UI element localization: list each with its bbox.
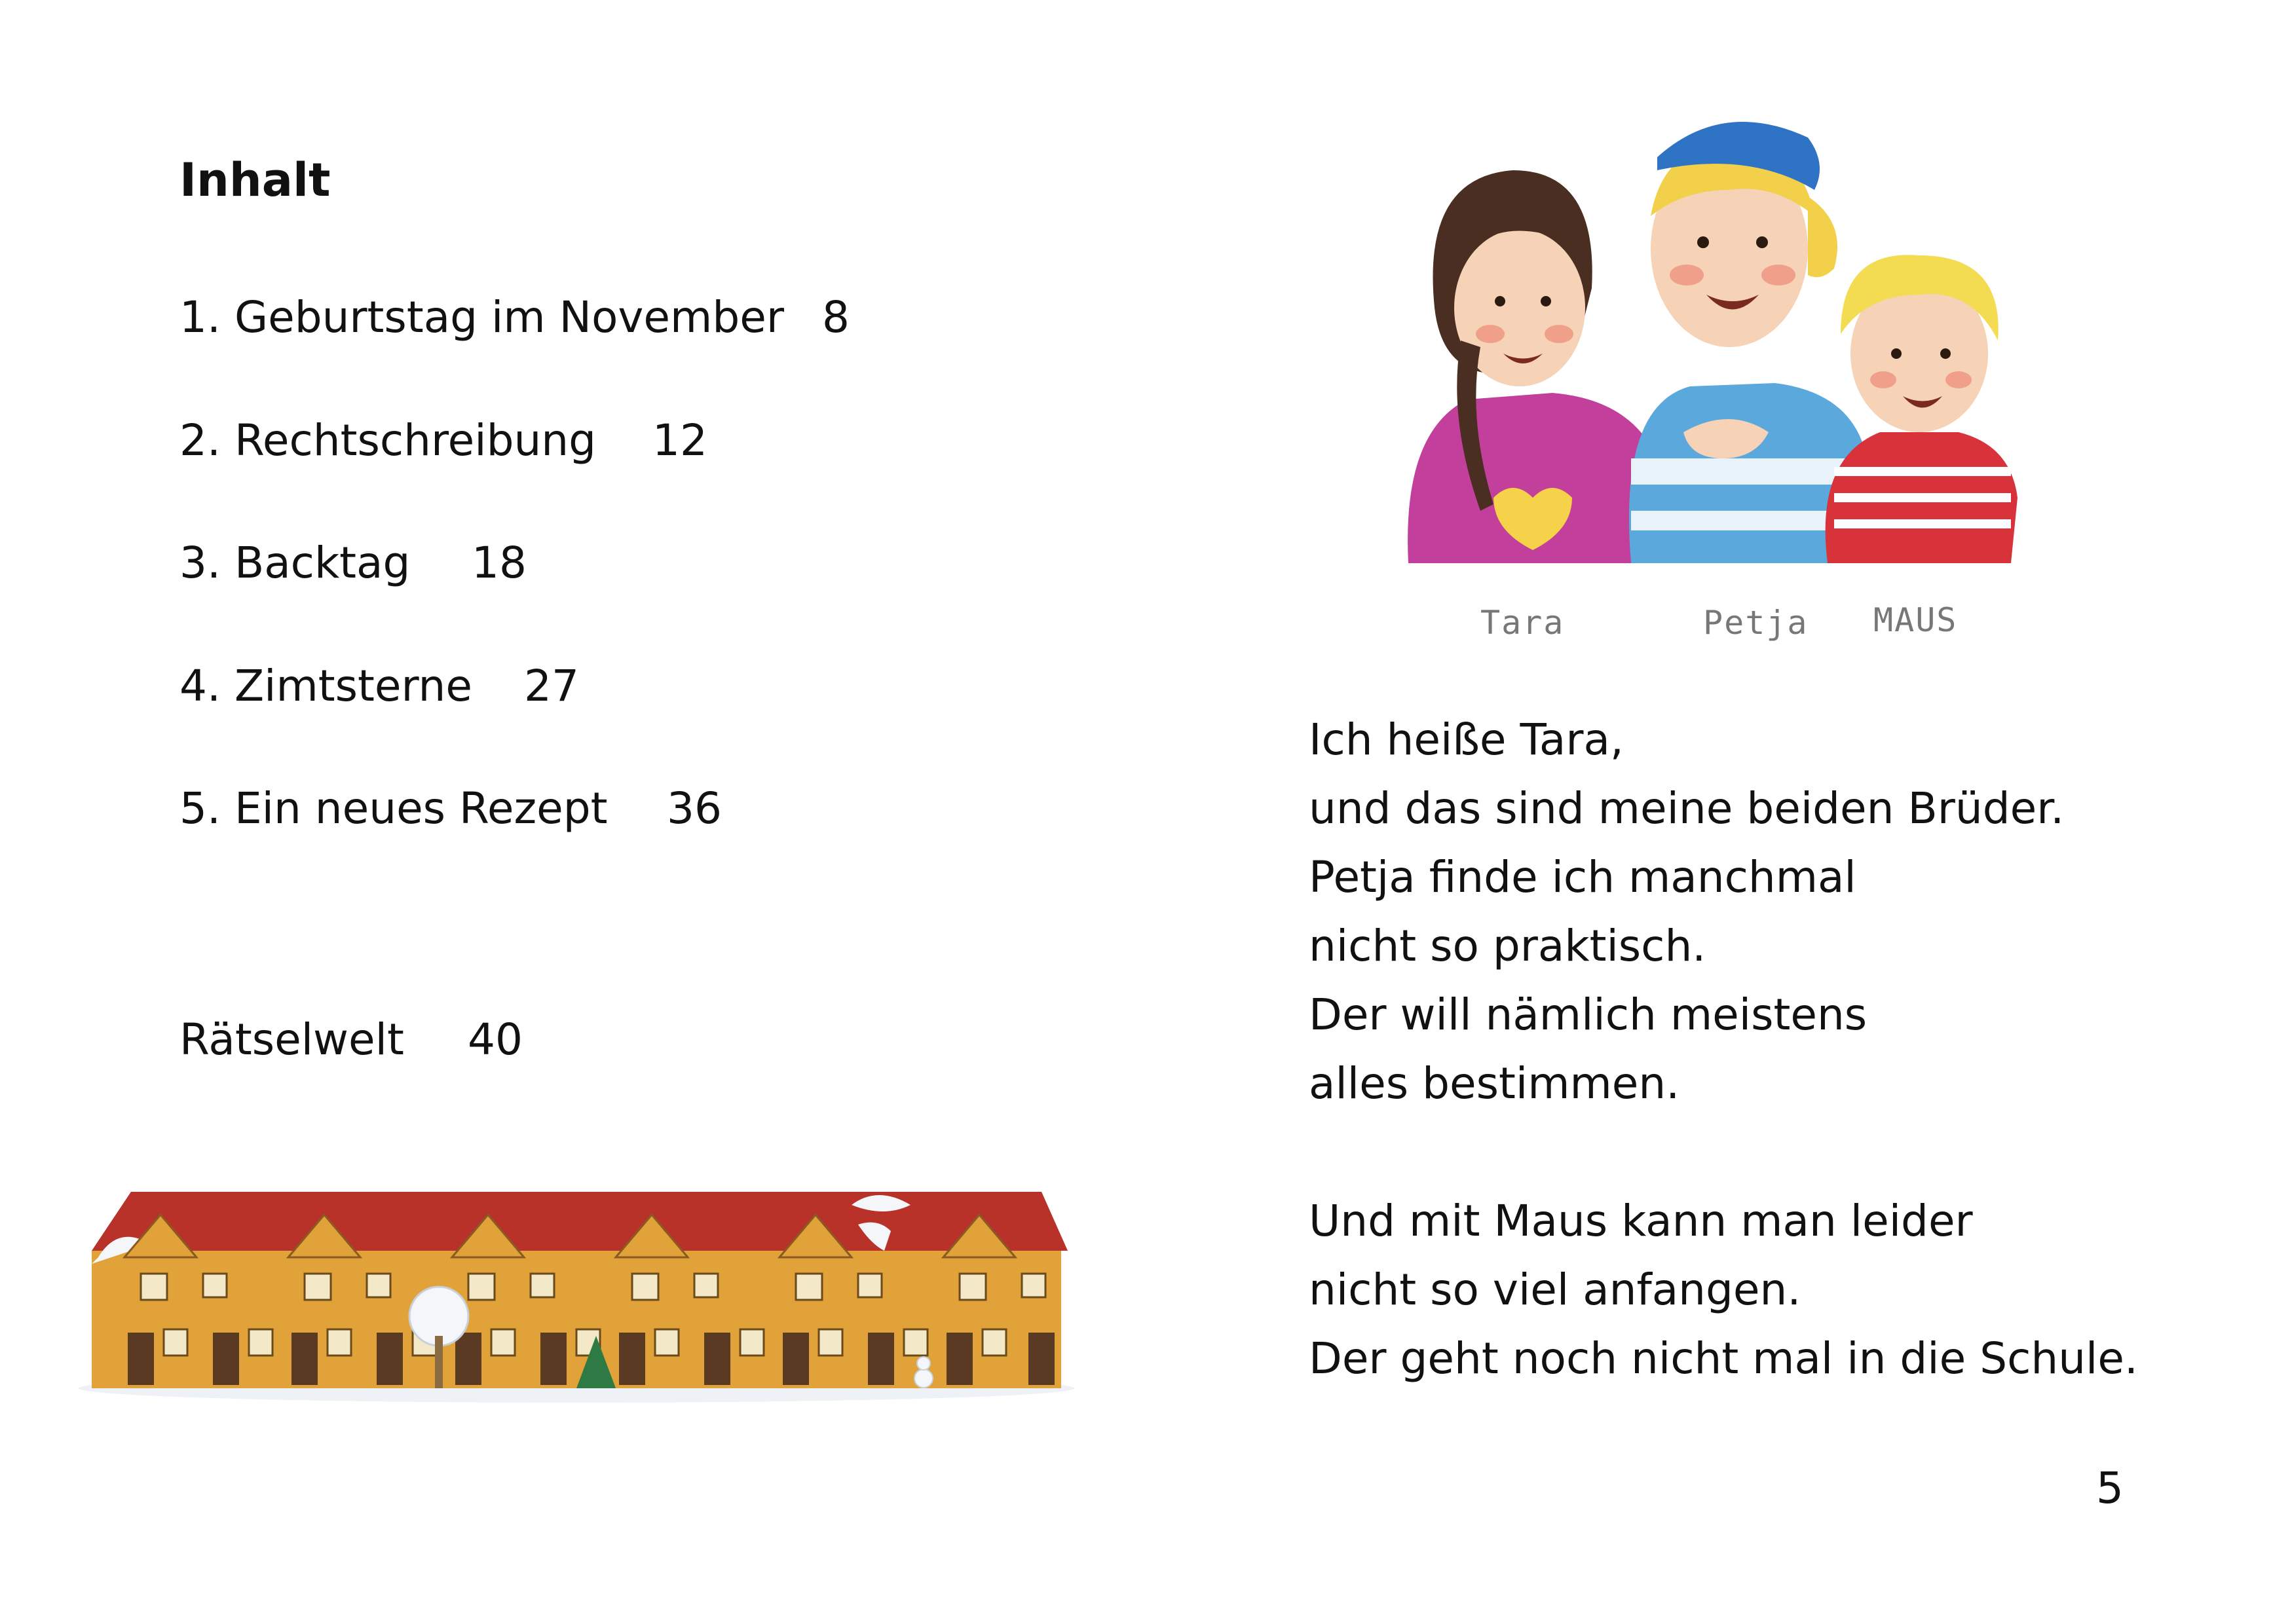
row-houses-illustration (79, 1166, 1081, 1408)
story-line: nicht so praktisch. (1309, 921, 1706, 971)
story-line: alles bestimmen. (1309, 1058, 1680, 1109)
name-label-tara: Tara (1480, 604, 1565, 642)
younger-boy-figure (1826, 255, 2018, 563)
paragraph-gap (1309, 1118, 2138, 1187)
toc-entry-page: 27 (524, 661, 579, 711)
toc-entry (179, 661, 579, 711)
toc-entry-page: 8 (822, 292, 850, 342)
story-line: Und mit Maus kann man leider (1309, 1196, 1973, 1246)
name-label-petja: Petja (1703, 604, 1809, 642)
children-illustration (1382, 92, 2037, 589)
story-line: Petja finde ich manchmal (1309, 852, 1856, 902)
toc-entry (179, 538, 527, 588)
toc-entry (179, 292, 850, 342)
toc-entry-page: 40 (468, 1014, 523, 1065)
toc-entry-label: 1. Geburtstag im November (179, 292, 784, 342)
girl-figure (1408, 170, 1664, 563)
toc-entry-page: 12 (652, 415, 707, 466)
toc-entry (179, 783, 722, 834)
toc-entry-label: Rätselwelt (179, 1014, 404, 1065)
story-line: und das sind meine beiden Brüder. (1309, 783, 2065, 834)
toc-entry-page: 18 (472, 538, 527, 588)
story-line: Der geht noch nicht mal in die Schule. (1309, 1333, 2138, 1384)
toc-entry-label: 2. Rechtschreibung (179, 415, 597, 466)
toc-entry-label: 5. Ein neues Rezept (179, 783, 608, 834)
story-line: nicht so viel anfangen. (1309, 1264, 1801, 1315)
story-text (1309, 705, 2138, 1393)
page-number: 5 (2096, 1463, 2124, 1513)
toc-entry (179, 415, 707, 466)
name-label-maus: MAUS (1873, 601, 1958, 639)
toc-heading: Inhalt (179, 153, 331, 207)
toc-entry-raetselwelt (179, 1014, 523, 1065)
toc-entry-label: 3. Backtag (179, 538, 411, 588)
story-line: Ich heiße Tara, (1309, 714, 1624, 765)
story-line: Der will nämlich meistens (1309, 989, 1868, 1040)
toc-entry-label: 4. Zimtsterne (179, 661, 472, 711)
snowman (914, 1357, 933, 1388)
toc-entry-page: 36 (667, 783, 722, 834)
